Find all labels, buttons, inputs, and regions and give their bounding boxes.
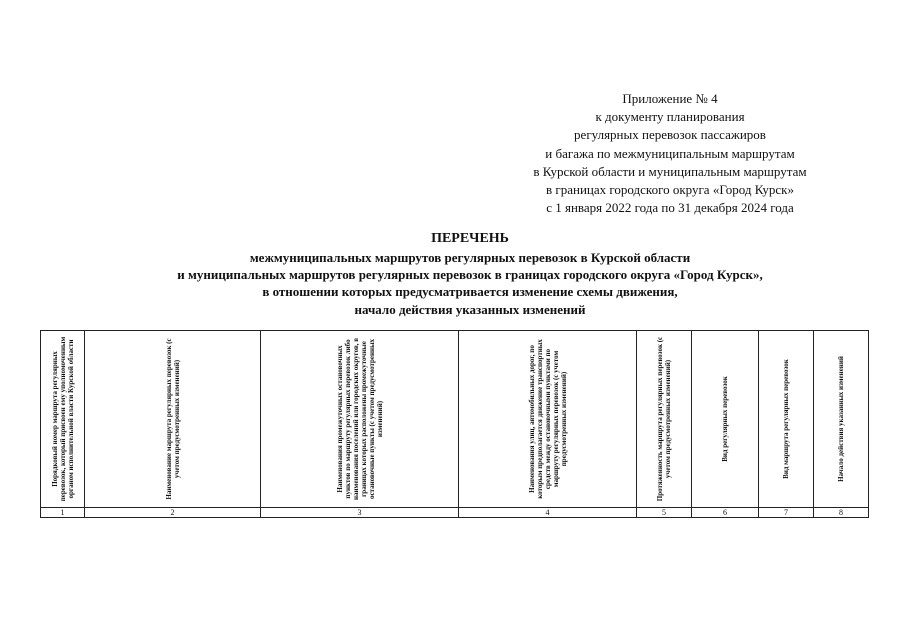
header-change-start — [814, 331, 869, 508]
column-number: 6 — [692, 508, 759, 518]
header-route-number — [41, 331, 85, 508]
column-number: 3 — [261, 508, 459, 518]
header-text: Наименование маршрута регулярных перевозок (с учетом предусмотренных изменений) — [164, 338, 181, 500]
title-main: ПЕРЕЧЕНЬ — [431, 231, 509, 246]
appendix-line: регулярных перевозок пассажиров — [574, 127, 766, 143]
header-transport-type — [692, 331, 759, 508]
header-text: Вид маршрута регулярных перевозок — [782, 359, 790, 479]
document-title — [40, 230, 900, 318]
title-line: и муниципальных маршрутов регулярных перевозок в границах городского округа «Город Курск», — [177, 267, 763, 283]
routes-table — [40, 330, 869, 518]
header-intermediate-stops — [261, 331, 459, 508]
column-number: 5 — [637, 508, 692, 518]
table-header-row — [41, 331, 869, 508]
title-line: начало действия указанных изменений — [354, 301, 586, 317]
column-number: 1 — [41, 508, 85, 518]
appendix-line: к документу планирования — [595, 109, 745, 125]
header-route-length — [637, 331, 692, 508]
column-number: 4 — [459, 508, 637, 518]
header-text: Протяженность маршрута регулярных перевозок (с учетом предусмотренных изменений) — [656, 336, 672, 502]
header-route-type — [759, 331, 814, 508]
column-number: 7 — [759, 508, 814, 518]
appendix-header — [480, 90, 860, 217]
table-number-row — [41, 508, 869, 518]
header-text: Наименования улиц, автомобильных дорог, по которым предполагается движение транспортных средств между остановочными пунктами по маршруту регулярных перевозок (с учетом предусмотренных изменений) — [527, 339, 568, 499]
header-streets — [459, 331, 637, 508]
appendix-line: в границах городского округа «Город Курск» — [546, 182, 794, 198]
header-text: Порядковый номер маршрута регулярных перевозок, который присвоен ему уполномоченным органом исполнительной власти Курской области — [50, 336, 75, 502]
title-line: межмуниципальных маршрутов регулярных перевозок в Курской области — [249, 250, 691, 265]
column-number: 2 — [85, 508, 261, 518]
appendix-line: в Курской области и муниципальным маршрутам — [533, 163, 807, 179]
appendix-line: с 1 января 2022 года по 31 декабря 2024 года — [546, 200, 794, 216]
appendix-line: Приложение № 4 — [622, 91, 718, 106]
header-text: Вид регулярных перевозок — [721, 376, 729, 462]
header-text: Начало действия указанных изменений — [837, 356, 845, 482]
header-text: Наименования промежуточных остановочных пунктов по маршруту регулярных перевозок либо наименования поселений или городских округов, в границах которых расположены промежуточные остановочные пункты (с учетом предусмотренных изменений) — [335, 337, 384, 501]
title-line: в отношении которых предусматривается изменение схемы движения, — [262, 284, 678, 300]
column-number: 8 — [814, 508, 869, 518]
header-route-name — [85, 331, 261, 508]
appendix-line: и багажа по межмуниципальным маршрутам — [545, 145, 795, 161]
